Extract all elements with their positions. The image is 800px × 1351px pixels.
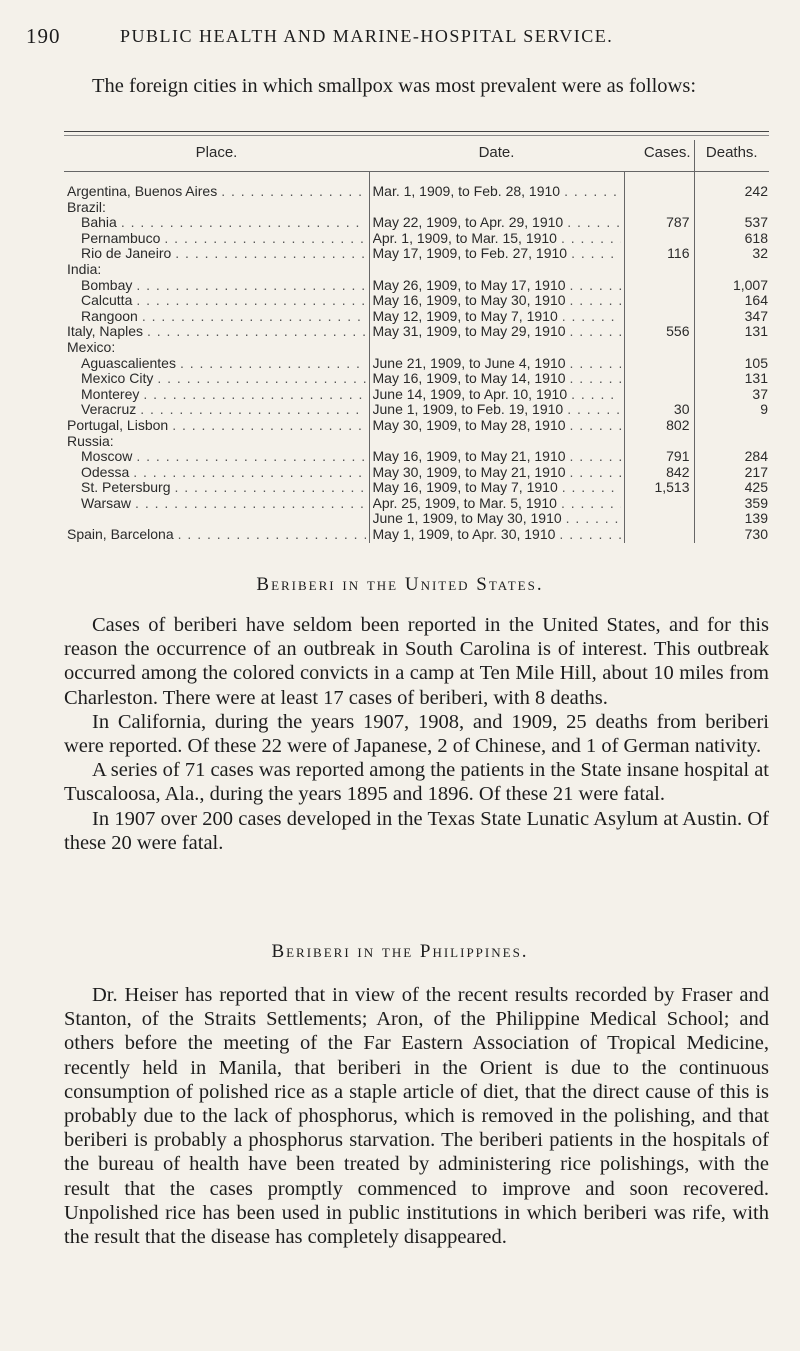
cell-cases <box>624 434 694 450</box>
cell-cases <box>624 293 694 309</box>
cell-place: Odessa . . . <box>64 465 369 481</box>
cell-deaths: 164 <box>744 293 768 309</box>
cell-deaths: 242 <box>744 183 768 199</box>
cell-cases: 802 <box>624 418 694 434</box>
cell-cases: 842 <box>624 465 694 481</box>
cell-date: May 30, 1909, to May 28, 1910 . . . <box>369 418 624 434</box>
cell-date <box>369 200 624 216</box>
section-body-philippines <box>64 983 769 1249</box>
cell-place: Argentina, Buenos Aires . . . <box>64 172 369 200</box>
section-heading-philippines: Beriberi in the Philippines. <box>271 941 529 962</box>
cell-deaths: 9 <box>760 402 768 418</box>
table-row <box>64 340 769 356</box>
table-row <box>64 293 769 309</box>
cell-place: Moscow . . . <box>64 449 369 465</box>
paragraph: Dr. Heiser has reported that in view of the recent results recorded by Fraser and Stanton, of the Straits Settlements; Aron, of the Philippine Medical School; and others before the meeting of the Far Eastern Association of Tropical Medicine, recently held in Manila, that beriberi in the Orient is due to the continuous consumption of polished rice as a staple article of diet, that the direct cause of this is probably due to the lack of phosphorus, which is removed in the polishing, and that beriberi is probably a phosphorus starvation. The beriberi patients in the hospitals of the bureau of health have been treated by administering rice polishings, with the result that the cases promptly commenced to improve and soon recovered. Unpolished rice has been used in public institutions in which beriberi was rife, with the result that the disease has completely disappeared. <box>64 984 769 1249</box>
table-row <box>64 278 769 294</box>
cell-place: Mexico: <box>64 340 369 356</box>
cell-place <box>64 511 369 527</box>
cell-deaths: 37 <box>752 386 768 402</box>
table-top-rule <box>64 131 769 132</box>
cell-place: Warsaw . . . <box>64 496 369 512</box>
table-row <box>64 434 769 450</box>
cell-cases <box>624 278 694 294</box>
cell-place: Aguascalientes . . . <box>64 356 369 372</box>
table-row <box>64 231 769 247</box>
cell-cases: 30 <box>624 402 694 418</box>
cell-place: India: <box>64 262 369 278</box>
paragraph: Cases of beriberi have seldom been reported in the United States, and for this reason the occurrence of an outbreak in South Carolina is of interest. This outbreak occurred among the colored convicts in a camp at Ten Mile Hill, about 10 miles from Charleston. There were at least 17 cases of beriberi, with 8 deaths. <box>64 614 769 709</box>
column-header-deaths: Deaths. <box>694 140 769 172</box>
cell-deaths <box>694 434 769 450</box>
cell-date: May 16, 1909, to May 7, 1910 . . . <box>369 480 624 496</box>
cell-cases <box>624 371 694 387</box>
table-body <box>64 172 769 543</box>
column-header-place: Place. <box>64 140 369 172</box>
cell-deaths: 131 <box>744 324 768 340</box>
cell-date: May 17, 1909, to Feb. 27, 1910 . . . <box>369 246 624 262</box>
cell-deaths: 131 <box>744 371 768 387</box>
cell-date: May 31, 1909, to May 29, 1910 . . . <box>369 324 624 340</box>
cell-place: Brazil: <box>64 200 369 216</box>
cell-deaths: 284 <box>744 449 768 465</box>
cell-cases: 791 <box>624 449 694 465</box>
cell-cases <box>624 200 694 216</box>
cell-cases <box>624 231 694 247</box>
paragraph: In 1907 over 200 cases developed in the Texas State Lunatic Asylum at Austin. Of these 20 were fatal. <box>64 807 769 854</box>
cell-date: May 16, 1909, to May 21, 1910 . . . <box>369 449 624 465</box>
cell-date: June 14, 1909, to Apr. 10, 1910 . . . <box>369 387 624 403</box>
table-header-row <box>64 140 769 172</box>
cell-deaths: 217 <box>744 464 768 480</box>
page-header <box>26 24 776 50</box>
cell-date: Mar. 1, 1909, to Feb. 28, 1910 . . . <box>369 172 624 200</box>
table-top-rule-thin <box>64 135 769 136</box>
cell-deaths: 730 <box>744 527 768 543</box>
table-row <box>64 527 769 543</box>
cell-date: June 21, 1909, to June 4, 1910 . . . <box>369 356 624 372</box>
table-row <box>64 402 769 418</box>
cell-place: Veracruz . . . <box>64 402 369 418</box>
cell-cases: 1,513 <box>624 480 694 496</box>
cell-cases <box>624 527 694 543</box>
cell-cases: 787 <box>624 215 694 231</box>
cell-date: May 26, 1909, to May 17, 1910 . . . <box>369 278 624 294</box>
cell-deaths: 537 <box>744 215 768 231</box>
cell-date <box>369 434 624 450</box>
cell-cases <box>624 496 694 512</box>
table-row <box>64 449 769 465</box>
cell-date: May 12, 1909, to May 7, 1910 . . . <box>369 309 624 325</box>
cell-cases <box>624 356 694 372</box>
smallpox-table <box>64 140 769 543</box>
cell-deaths <box>694 418 769 434</box>
cell-cases <box>624 340 694 356</box>
paragraph: In California, during the years 1907, 1908, and 1909, 25 deaths from beriberi were reported. Of these 22 were of Japanese, 2 of Chinese, and 1 of German nativity. <box>64 710 769 758</box>
cell-deaths: 1,007 <box>732 277 768 293</box>
cell-cases: 116 <box>624 246 694 262</box>
cell-cases: 556 <box>624 324 694 340</box>
page-number: 190 <box>26 24 61 48</box>
cell-date: June 1, 1909, to Feb. 19, 1910 . . . <box>369 402 624 418</box>
section-heading-united-states: Beriberi in the United States. <box>256 574 544 595</box>
cell-place: Calcutta . . . <box>64 293 369 309</box>
column-header-date: Date. <box>369 140 624 172</box>
cell-deaths: 32 <box>752 246 768 262</box>
cell-cases <box>624 511 694 527</box>
cell-cases <box>624 262 694 278</box>
cell-deaths: 618 <box>744 230 768 246</box>
table-row <box>64 480 769 496</box>
running-title: PUBLIC HEALTH AND MARINE-HOSPITAL SERVICE. <box>120 26 614 46</box>
column-header-cases: Cases. <box>624 140 694 172</box>
cell-place: Monterey . . . <box>64 387 369 403</box>
intro-paragraph: The foreign cities in which smallpox was most prevalent were as follows: <box>92 75 697 97</box>
cell-deaths <box>694 262 769 278</box>
table-row <box>64 387 769 403</box>
table-row <box>64 371 769 387</box>
cell-place: Pernambuco . . . <box>64 231 369 247</box>
cell-cases <box>624 387 694 403</box>
cell-deaths: 139 <box>744 511 768 527</box>
cell-place: Rio de Janeiro . . . <box>64 246 369 262</box>
table-row <box>64 465 769 481</box>
cell-place: Italy, Naples . . . <box>64 324 369 340</box>
cell-deaths <box>694 200 769 216</box>
cell-date: Apr. 1, 1909, to Mar. 15, 1910 . . . <box>369 231 624 247</box>
table-row <box>64 309 769 325</box>
cell-deaths: 347 <box>744 308 768 324</box>
cell-place: Bahia . . . <box>64 215 369 231</box>
cell-date: May 16, 1909, to May 30, 1910 . . . <box>369 293 624 309</box>
table-row <box>64 356 769 372</box>
cell-date: June 1, 1909, to May 30, 1910 . . . <box>369 511 624 527</box>
table-row <box>64 418 769 434</box>
table-row <box>64 200 769 216</box>
cell-date: May 30, 1909, to May 21, 1910 . . . <box>369 465 624 481</box>
cell-date: Apr. 25, 1909, to Mar. 5, 1910 . . . <box>369 496 624 512</box>
cell-date: May 16, 1909, to May 14, 1910 . . . <box>369 371 624 387</box>
cell-place: Russia: <box>64 434 369 450</box>
cell-date: May 22, 1909, to Apr. 29, 1910 . . . <box>369 215 624 231</box>
cell-deaths: 425 <box>744 480 768 496</box>
section-body-united-states <box>64 613 769 855</box>
cell-date <box>369 262 624 278</box>
cell-date: May 1, 1909, to Apr. 30, 1910 . . . <box>369 527 624 543</box>
cell-place: Spain, Barcelona . . . <box>64 527 369 543</box>
cell-place: Portugal, Lisbon . . . <box>64 418 369 434</box>
cell-place: Bombay . . . <box>64 278 369 294</box>
cell-cases <box>624 172 694 200</box>
cell-date <box>369 340 624 356</box>
cell-deaths: 105 <box>744 355 768 371</box>
table-row <box>64 511 769 527</box>
cell-place: St. Petersburg . . . <box>64 480 369 496</box>
cell-place: Mexico City . . . <box>64 371 369 387</box>
table-row <box>64 246 769 262</box>
cell-deaths <box>694 340 769 356</box>
table-row <box>64 324 769 340</box>
cell-place: Rangoon . . . <box>64 309 369 325</box>
paragraph: A series of 71 cases was reported among the patients in the State insane hospital at Tuscaloosa, Ala., during the years 1895 and 1896. Of these 21 were fatal. <box>64 759 769 806</box>
table-row <box>64 172 769 200</box>
table-row <box>64 496 769 512</box>
table-row <box>64 262 769 278</box>
cell-deaths: 359 <box>744 495 768 511</box>
table-row <box>64 215 769 231</box>
cell-cases <box>624 309 694 325</box>
